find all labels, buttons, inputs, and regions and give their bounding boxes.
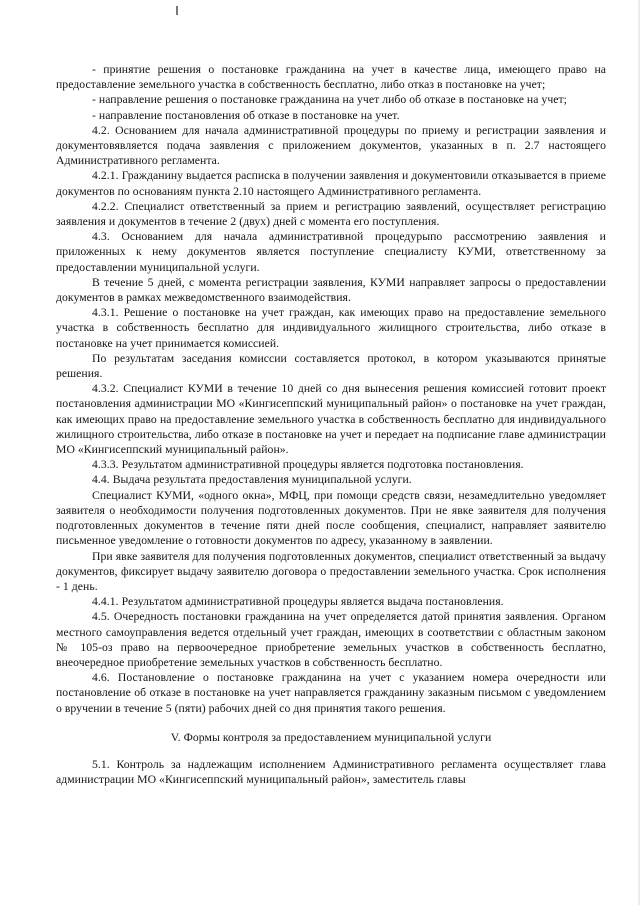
paragraph-5-days: В течение 5 дней, с момента регистрации заявления, КУМИ направляет запросы о предоставлении документов в рамках межведомственного взаимодействия. <box>56 275 606 305</box>
paragraph-list-item: - направление постановления об отказе в постановке на учет. <box>92 108 400 122</box>
paragraph-4-2: 4.2. Основанием для начала административной процедуры по приему и регистрации заявления и документовявляется подача заявления с приложением документов, указанных в п. 2.7 настоящего Административного регламента. <box>56 123 606 168</box>
paragraph-4-2-1: 4.2.1. Гражданину выдается расписка в получении заявления и документовили отказывается в приеме документов по основаниям пункта 2.10 настоящего Административного регламента. <box>56 169 606 198</box>
scan-artifact <box>176 6 178 15</box>
paragraph-4-3-1: 4.3.1. Решение о постановке на учет граждан, как имеющих право на предоставление земельного участка в собственность бесплатно для индивидуального жилищного строительства, либо отказе в постановке на учет принимается комиссией. <box>56 306 606 350</box>
document-body <box>56 62 606 787</box>
paragraph-list-item: - направление решения о постановке гражданина на учет либо об отказе в постановке на учет; <box>92 93 567 107</box>
paragraph-4-6: 4.6. Постановление о постановке гражданина на учет с указанием номера очередности или постановление об отказе в постановке на учет направляется гражданину заказным письмом с уведомлением о вручении в течение 5 (пяти) рабочих дней со дня принятия такого решения. <box>56 671 606 715</box>
section-heading: V. Формы контроля за предоставлением муниципальной услуги <box>170 730 492 744</box>
paragraph-appearance: При явке заявителя для получения подготовленных документов, специалист ответственный за выдачу документов, фиксирует выдачу заявителю договора о предоставлении земельного участка. Срок исполнения - 1 день. <box>56 549 606 593</box>
paragraph-specialist-kumi: Специалист КУМИ, «одного окна», МФЦ, при помощи средств связи, незамедлительно уведомляет заявителя о необходимости получения подготовленных документов. При не явке заявителя для получения подготовленных документов в течение пяти дней после сообщения, специалист, направляет заявителю письменное уведомление о готовности документов по адресу, указанному в заявлении. <box>56 488 606 548</box>
paragraph-list-item: - принятие решения о постановке гражданина на учет в качестве лица, имеющего право на предоставление земельного участка в собственность бесплатно, либо отказ в постановке на учет; <box>56 63 606 92</box>
paragraph-4-3: 4.3. Основанием для начала административной процедурыпо рассмотрению заявления и приложенных к нему документов является поступление специалисту КУМИ, ответственному за предоставлении муниципальной услуги. <box>56 230 606 274</box>
paragraph-4-3-3: 4.3.3. Результатом административной процедуры является подготовка постановления. <box>92 458 524 472</box>
paragraph-4-4: 4.4. Выдача результата предоставления муниципальной услуги. <box>92 473 412 487</box>
paragraph-4-2-2: 4.2.2. Специалист ответственный за прием и регистрацию заявлений, осуществляет регистрацию заявления и документов в течение 2 (двух) дней с момента его поступления. <box>56 199 606 229</box>
paragraph-4-4-1: 4.4.1. Результатом административной процедуры является выдача постановления. <box>92 595 504 609</box>
paragraph-4-5: 4.5. Очередность постановки гражданина на учет определяется датой принятия заявления. Органом местного самоуправления ведется отдельный учет граждан, имеющих в соответствии с областным законом № 105-оз право на первоочередное приобретение земельных участков в собственность бесплатно, внеочередное приобретение земельных участков в собственность бесплатно. <box>56 610 606 669</box>
paragraph-4-3-2: 4.3.2. Специалист КУМИ в течение 10 дней со дня вынесения решения комиссией готовит проект постановления администрации МО «Кингисеппский муниципальный район» о постановке на учет граждан, как имеющих право на предоставление земельного участка в собственность бесплатно для индивидуального жилищного строительства, либо отказе в постановке на учет и передает на подписание главе администрации МО «Кингисеппский муниципальный район». <box>56 382 606 457</box>
paragraph-5-1: 5.1. Контроль за надлежащим исполнением Административного регламента осуществляет глава администрации МО «Кингисеппский муниципальный район», заместитель главы <box>56 757 606 787</box>
paragraph-protocol: По результатам заседания комиссии составляется протокол, в котором указываются принятые решения. <box>56 351 606 381</box>
